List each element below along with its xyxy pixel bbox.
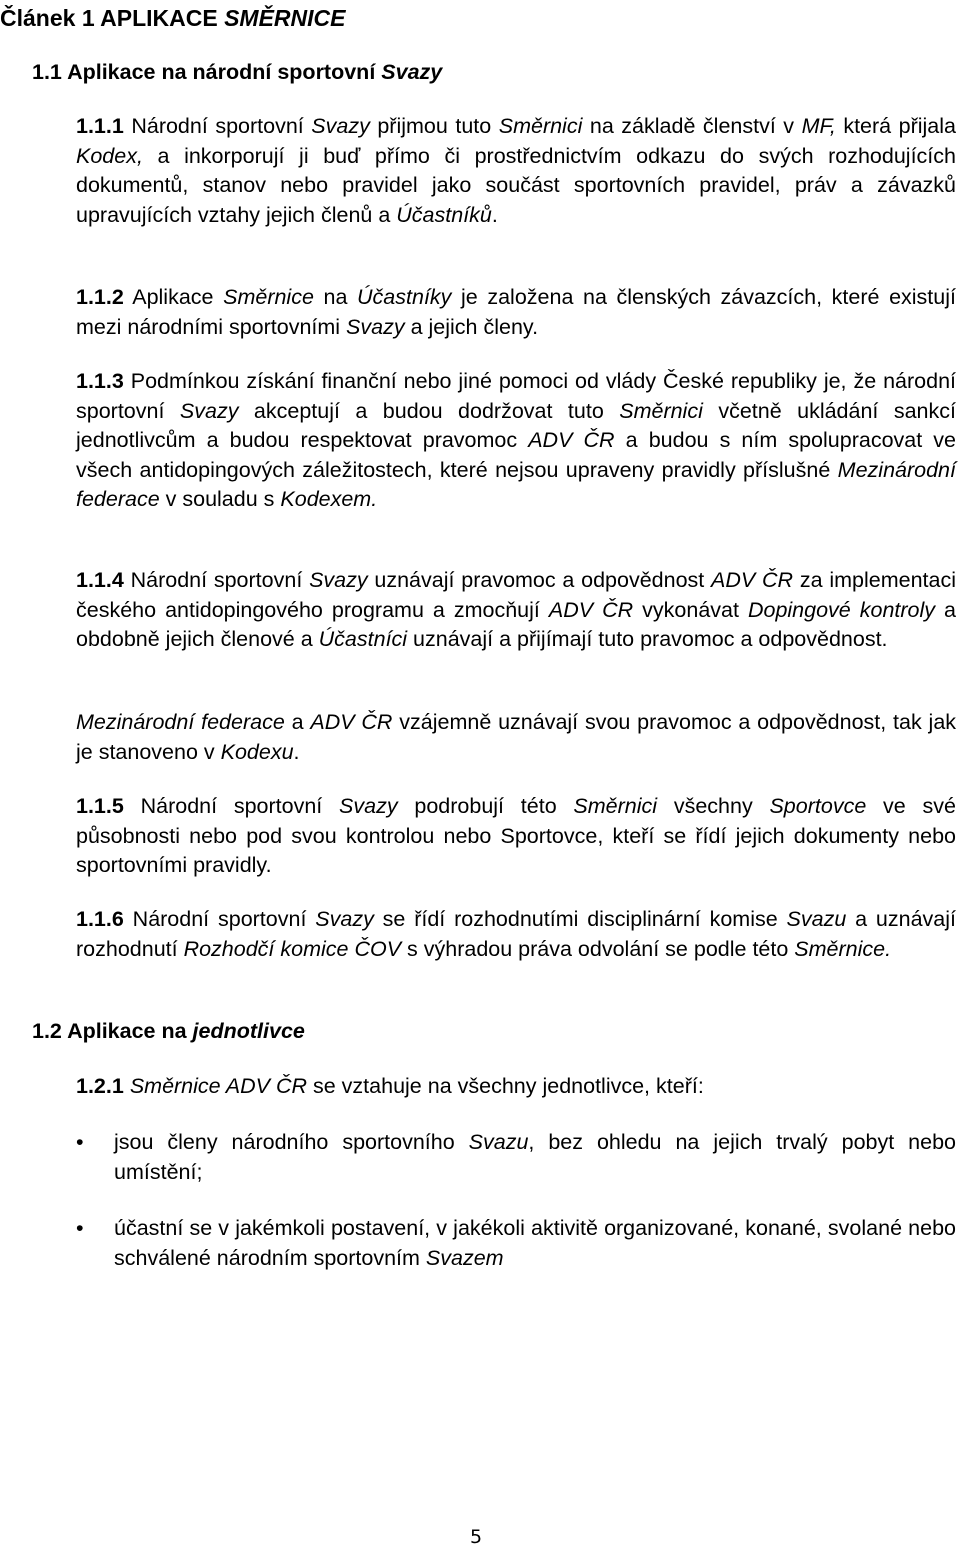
text: uznávají a přijímají tuto pravomoc a odpovědnost. [407,627,888,651]
text: a budou s ním spolupracovat ve všech antidopingových záležitostech, které nejsou upraveny pravidly příslušné [76,428,956,482]
text: za implementaci českého antidopingového programu a zmocňují [76,568,956,622]
text: . [491,202,498,227]
paragraph-1-1-2 [76,283,956,342]
text: a obdobně jejich členové a [76,597,957,651]
term: Svazy [339,794,398,818]
text: Podmínkou získání finanční nebo jiné pomoci od vlády České republiky je, že národní sportovní [76,369,956,423]
term: Svazu [468,1130,529,1154]
text: jsou členy národního sportovního [114,1130,469,1154]
section-title: Aplikace na [61,1019,193,1043]
page-number: 5 [470,1526,483,1548]
text: Národní sportovní [123,907,316,931]
term: ADV ČR [711,568,794,592]
bullet-marker: • [76,1130,84,1154]
section-heading-1-2 [32,1016,305,1046]
section-number: 1.1 [32,60,62,84]
text: která přijala [835,114,957,138]
term: Účastníci [318,627,408,651]
paragraph-1-1-3 [76,367,956,515]
paragraph-1-1-4 [76,566,956,655]
section-title-italic: Svazy [381,60,443,84]
list-item [114,1214,956,1273]
paragraph-1-1-5 [76,792,956,881]
term: Směrnici [498,114,583,138]
text: Národní sportovní [123,114,312,138]
text: se vztahuje na všechny jednotlivce, kteří: [307,1074,704,1098]
paragraph-1-1-1 [76,112,956,230]
text: účastní se v jakémkoli postavení, v jakékoli aktivitě organizované, konané, svolané nebo schválené národním sportovním [114,1216,956,1270]
text: a jejich členy. [404,314,539,339]
text: a inkorporují ji buď přímo či prostřednictvím odkazu do svých rozhodujících dokumentů, stanov nebo pravidel jako součást sportovních pravidel, práv a závazků upravujících vztahy jejich členů a [76,143,956,227]
article-heading-text: Článek 1 APLIKACE [0,5,225,31]
text: včetně ukládání sankcí jednotlivcům a budou respektovat pravomoc [76,398,956,452]
term: ADV ČR [528,428,615,452]
text: všechny [657,794,770,818]
term: Účastníků [396,202,492,227]
text: uznávají pravomoc a odpovědnost [367,568,712,592]
section-title: Aplikace na národní sportovní [61,60,382,84]
text: ve své působnosti nebo pod svou kontrolou nebo Sportovce, kteří se řídí jejich dokumenty nebo sportovními pravidly. [76,794,956,877]
term: MF, [801,114,836,138]
paragraph-number: 1.1.6 [76,907,124,931]
text: v souladu s [159,487,281,511]
term: Směrnice [223,285,314,309]
term: Sportovce [769,794,867,818]
text: podrobují této [397,794,574,818]
term: Svazu [786,907,847,931]
text: , bez ohledu na jejich trvalý pobyt nebo umístění; [114,1130,956,1184]
text: vzájemně uznávají svou pravomoc a odpovědnost, tak jak je stanoveno v [76,710,957,764]
paragraph-number: 1.1.1 [76,114,124,138]
section-number: 1.2 [32,1019,62,1043]
text: přijmou tuto [369,114,499,138]
term: Svazy [346,314,405,339]
text: na základě členství v [582,114,802,138]
text: Národní sportovní [123,794,340,818]
term: Dopingové kontroly [747,597,936,622]
term: Směrnici [573,794,658,818]
text: s výhradou práva odvolání se podle této [401,936,795,961]
article-heading [0,3,346,33]
term: Svazy [309,568,368,592]
text: Národní sportovní [123,568,310,592]
text: je založena na členských závazcích, které existují mezi národními sportovními [76,285,956,339]
text: Aplikace [123,285,224,309]
term: Směrnice. [794,936,892,961]
paragraph-number: 1.1.5 [76,794,124,818]
paragraph-number: 1.2.1 [76,1074,124,1098]
paragraph-number: 1.1.4 [76,568,124,592]
paragraph-number: 1.1.3 [76,369,124,393]
term: Směrnice ADV ČR [129,1074,308,1098]
term: Účastníky [357,285,452,309]
text: se řídí rozhodnutími disciplinární komise [373,907,787,931]
term: Směrnici [619,398,703,423]
text: na [313,285,358,309]
list-item [114,1128,956,1187]
paragraph-1-1-4-continued [76,708,956,767]
paragraph-1-1-6 [76,905,956,964]
section-heading-1-1 [32,57,442,87]
term: Mezinárodní federace [76,710,285,734]
article-heading-italic: SMĚRNICE [224,5,346,31]
paragraph-1-2-1 [76,1072,956,1102]
text: a uznávají rozhodnutí [76,907,957,961]
term: Svazem [425,1245,504,1270]
term: Svazy [311,114,370,138]
term: ADV ČR [310,710,393,734]
term: Kodex, [76,143,143,168]
text: akceptují a budou dodržovat tuto [238,398,620,423]
text: a [284,710,311,734]
text: vykonávat [633,597,748,622]
text: . [293,739,300,764]
term: Svazy [315,907,374,931]
term: Kodexu [220,739,294,764]
term: ADV ČR [548,597,634,622]
paragraph-number: 1.1.2 [76,285,124,309]
term: Kodexem. [280,487,378,511]
term: Svazy [179,398,239,423]
bullet-marker: • [76,1216,84,1240]
section-title-italic: jednotlivce [192,1019,305,1043]
term: Mezinárodní federace [76,457,956,511]
term: Rozhodčí komice ČOV [183,936,402,961]
